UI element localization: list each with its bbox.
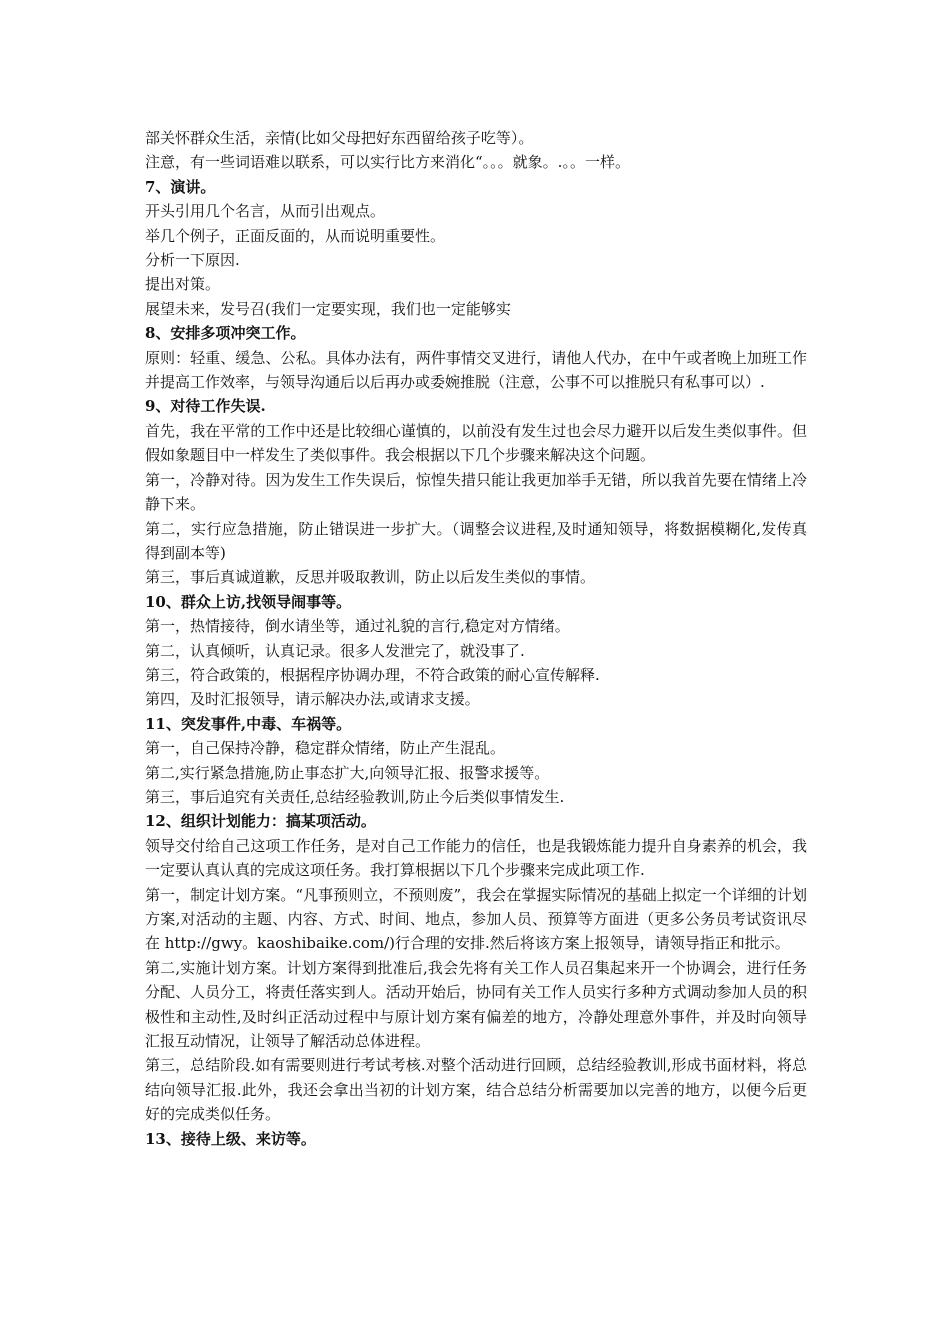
- paragraph: 注意，有一些词语难以联系，可以实行比方来消化“。。。就象。.。。一样。: [145, 153, 630, 172]
- section-heading: 9、对待工作失误.: [145, 397, 266, 416]
- paragraph: 部关怀群众生活，亲情(比如父母把好东西留给孩子吃等）。: [145, 129, 534, 147]
- paragraph: 第二，实行应急措施，防止错误进一步扩大。（调整会议进程,及时通知领导，将数据模糊化,发传真得到副本等): [145, 519, 807, 562]
- paragraph: 提出对策。: [145, 275, 221, 294]
- paragraph: 首先，我在平常的工作中还是比较细心谨慎的，以前没有发生过也会尽力避开以后发生类似事件。但假如象题目中一样发生了类似事件。我会根据以下几个步骤来解决这个问题。: [145, 421, 807, 465]
- section-heading: 13、接待上级、来访等。: [145, 1129, 316, 1148]
- paragraph: 领导交付给自己这项工作任务，是对自己工作能力的信任，也是我锻炼能力提升自身素养的机会，我一定要认真认真的完成这项任务。我打算根据以下几个步骤来完成此项工作.: [145, 836, 807, 880]
- section-heading: 10、群众上访,找领导闹事等。: [145, 592, 352, 611]
- paragraph: 开头引用几个名言，从而引出观点。: [145, 202, 386, 221]
- paragraph: 第二,实行紧急措施,防止事态扩大,向领导汇报、报警求援等。: [145, 763, 550, 782]
- paragraph: 第三，总结阶段.如有需要则进行考试考核.对整个活动进行回顾，总结经验教训,形成书面材料，将总结向领导汇报.此外，我还会拿出当初的计划方案，结合总结分析需要加以完善的地方，以便今后更好的完成类似任务。: [145, 1056, 807, 1124]
- paragraph: 分析一下原因.: [145, 251, 240, 270]
- paragraph: 第一，冷静对待。因为发生工作失误后，惊惶失措只能让我更加举手无错，所以我首先要在情绪上冷静下来。: [145, 470, 807, 514]
- paragraph: 展望未来，发号召(我们一定要实现，我们也一定能够实: [145, 299, 511, 318]
- document-page: [145, 126, 807, 1151]
- paragraph: 第四，及时汇报领导，请示解决办法,或请求支援。: [145, 690, 480, 709]
- section-heading: 11、突发事件,中毒、车祸等。: [145, 714, 352, 733]
- paragraph: 第三，事后追究有关责任,总结经验教训,防止今后类似事情发生.: [145, 787, 565, 806]
- paragraph: 第三，符合政策的，根据程序协调办理，不符合政策的耐心宣传解释.: [145, 665, 600, 684]
- paragraph: 第二,实施计划方案。计划方案得到批准后,我会先将有关工作人员召集起来开一个协调会，进行任务分配、人员分工，将责任落实到人。活动开始后，协同有关工作人员实行多种方式调动参加人员的积极性和主动性,及时纠正活动过程中与原计划方案有偏差的地方，冷静处理意外事件，并及时向领导汇报互动情况，让领导了解活动总体进程。: [145, 958, 807, 1051]
- paragraph: 第一，热情接待，倒水请坐等，通过礼貌的言行,稳定对方情绪。: [145, 617, 570, 636]
- paragraph: 第一，制定计划方案。“凡事预则立，不预则废”，我会在掌握实际情况的基础上拟定一个详细的计划方案,对活动的主题、内容、方式、时间、地点，参加人员、预算等方面进（更多公务员考试资讯尽在 http://gwy。kaoshibaike.com/)行合理的安排.然后将该方案上报领导，请领导指正和批示。: [145, 885, 807, 953]
- section-heading: 7、演讲。: [145, 177, 216, 196]
- paragraph: 举几个例子，正面反面的，从而说明重要性。: [145, 226, 446, 245]
- section-heading: 12、组织计划能力：搞某项活动。: [145, 812, 376, 831]
- paragraph: 第一，自己保持冷静，稳定群众情绪，防止产生混乱。: [145, 739, 506, 758]
- paragraph: 第三，事后真诚道歉，反思并吸取教训，防止以后发生类似的事情。: [145, 568, 596, 587]
- paragraph: 第二，认真倾听，认真记录。很多人发泄完了，就没事了.: [145, 641, 525, 660]
- section-heading: 8、安排多项冲突工作。: [145, 324, 306, 343]
- paragraph: 原则：轻重、缓急、公私。具体办法有，两件事情交叉进行，请他人代办，在中午或者晚上加班工作并提高工作效率，与领导沟通后以后再办或委婉推脱（注意，公事不可以推脱只有私事可以）.: [145, 348, 807, 392]
